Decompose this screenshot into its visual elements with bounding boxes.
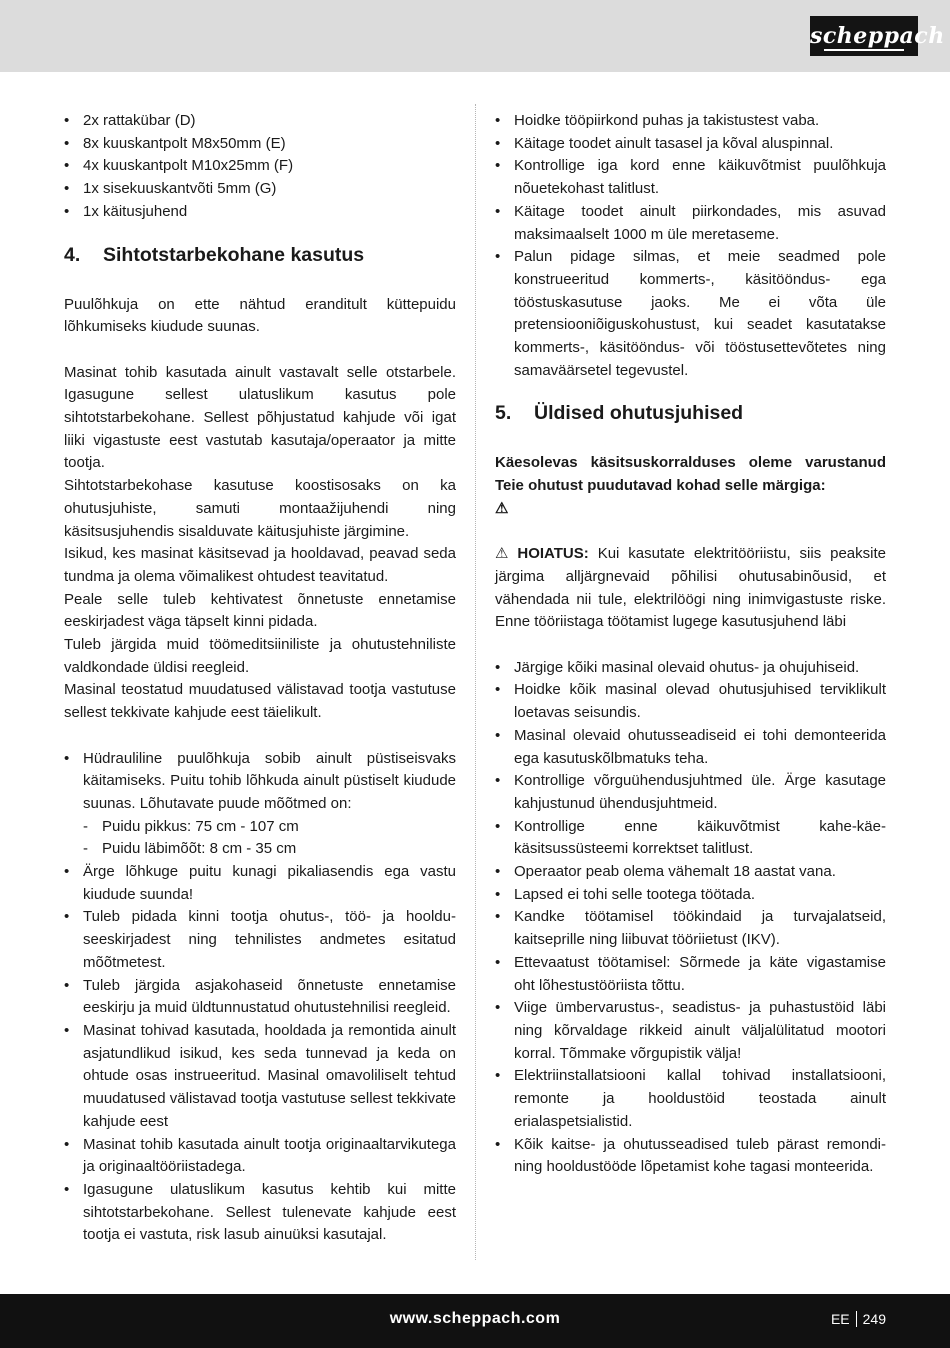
list-item: • Viige ümbervarustus-, seadistus- ja puhastustöid läbi ning kõrvaldage rikkeid ainult väljalülitatud mootori korral. Tõmmake võrgupistik välja! bbox=[495, 997, 886, 1065]
list-item: • Kontrollige enne käikuvõtmist kahe-käe-käsitsussüsteemi korrektset talitlust. bbox=[495, 816, 886, 861]
list-item bbox=[64, 748, 456, 862]
list-item: • Tuleb pidada kinni tootja ohutus-, töö- ja hoolduseeskirjadest ning tehnilistes andmetes esitatud mõõtmetest. bbox=[64, 906, 456, 974]
paragraph: Masinat tohib kasutada ainult vastavalt selle otstarbele. Igasugune sellest ulatuslikum kasutus pole sihtotstarbekohane. Sellest põhjustatud kahjude või igat liiki vigastuste eest vastutab kasutaja/operaator ja mitte tootja. bbox=[64, 363, 456, 472]
section-number: 4. bbox=[64, 243, 81, 266]
list-item: • Operaator peab olema vähemalt 18 aastat vana. bbox=[495, 861, 886, 884]
warning-triangle-icon: ⚠ bbox=[495, 499, 509, 517]
section-5-heading bbox=[495, 400, 886, 426]
paragraph: Peale selle tuleb kehtivatest õnnetuste ennetamise eeskirjadest väga täpselt kinni pidada. bbox=[64, 590, 456, 631]
section-4-heading bbox=[64, 242, 456, 268]
list-item: • Järgige kõiki masinal olevaid ohutus- ja ohujuhiseid. bbox=[495, 657, 886, 680]
list-item: • Elektriinstallatsiooni kallal tohivad installatsiooni, remonte ja hooldustöid teostada ainult erialaspetsialistid. bbox=[495, 1065, 886, 1133]
list-item: • Tuleb järgida asjakohaseid õnnetuste ennetamise eeskirju ja muid üldtunnustatud ohutustehnilisi reegleid. bbox=[64, 975, 456, 1020]
list-item: • 1x sisekuuskantvõti 5mm (G) bbox=[64, 178, 456, 201]
right-column bbox=[495, 110, 886, 1179]
list-item: • Palun pidage silmas, et meie seadmed pole konstrueeritud kommerts-, käsitööndus- ega tööstuskasutuse jaoks. Me ei võta üle pretensiooniõiguskohustust, kui seadet kasutatakse kommerts-, käsitööndus- või tööstusettevõtetes ning samaväärsetel tegevustel. bbox=[495, 246, 886, 382]
list-item: • Igasugune ulatuslikum kasutus kehtib kui mitte sihtotstarbekohane. Sellest tulenevate kahjude eest tootja ei vastuta, risk lasub ainuüksi kasutajal. bbox=[64, 1179, 456, 1247]
list-item: • Ettevaatust töötamisel: Sõrmede ja käte vigastamise oht lõhestustööriista tõttu. bbox=[495, 952, 886, 997]
safety-rules-list bbox=[495, 657, 886, 1179]
list-item: • Hoidke tööpiirkond puhas ja takistustest vaba. bbox=[495, 110, 886, 133]
parts-list bbox=[64, 110, 456, 224]
page-indicator bbox=[831, 1294, 886, 1344]
scheppach-logo: scheppach bbox=[810, 16, 918, 56]
safety-intro-text: Käesolevas käsitsuskorralduses oleme varustanud Teie ohutust puudutavad kohad selle märgiga: bbox=[495, 454, 886, 495]
list-item: • 4x kuuskantpolt M10x25mm (F) bbox=[64, 155, 456, 178]
list-item: • 2x rattakübar (D) bbox=[64, 110, 456, 133]
list-item: • Kontrollige võrguühendusjuhtmed üle. Ärge kasutage kahjustunud ühendusjuhtmeid. bbox=[495, 770, 886, 815]
language-code: EE bbox=[830, 1311, 850, 1327]
section-number: 5. bbox=[495, 402, 512, 425]
safety-intro bbox=[495, 452, 886, 520]
list-item: • Masinat tohivad kasutada, hooldada ja remontida ainult asjatundlikud isikud, kes seda tunnevad ja keda on ohtude osas instrueeritud. Masinal omavoliliselt tehtud muudatused välistavad tootja vastutuse sellest tekkivate kahjude eest bbox=[64, 1020, 456, 1134]
paragraph: Tuleb järgida muid töömeditsiiniliste ja ohutustehniliste valdkondade üldisi reegleid. bbox=[64, 636, 456, 676]
warning-text: Kui kasutate elektritööriistu, siis peaksite järgima alljärgnevaid põhilisi ohutusabinõusid, et vähendada nii tule, elektrilöögi ning inimvigastuste riske. Enne tööriistaga töötamist lugege kasutusjuhend läbi bbox=[495, 545, 886, 631]
paragraph: Sihtotstarbekohase kasutuse koostisosaks on ka ohutusjuhiste, samuti montaažijuhendi ning käsitsusjuhendis sisalduvate käitusjuhiste järgimine. bbox=[64, 477, 456, 540]
section-title: Sihtotstarbekohane kasutus bbox=[103, 243, 365, 266]
website-link[interactable]: www.scheppach.com bbox=[389, 1310, 561, 1327]
sub-list-item: - Puidu pikkus: 75 cm - 107 cm bbox=[83, 816, 456, 839]
list-item: • Kandke töötamisel töökindaid ja turvajalatseid, kaitseprille ning liibuvat tööriietust (IKV). bbox=[495, 906, 886, 951]
separator bbox=[856, 1311, 857, 1327]
page-number: 249 bbox=[862, 1311, 886, 1327]
column-divider bbox=[475, 104, 476, 1260]
warning-paragraph bbox=[495, 543, 886, 634]
usage-rules-list bbox=[64, 748, 456, 1247]
section-title: Üldised ohutusjuhised bbox=[534, 402, 744, 425]
list-item: • 1x käitusjuhend bbox=[64, 201, 456, 224]
list-item: • 8x kuuskantpolt M8x50mm (E) bbox=[64, 133, 456, 156]
operation-rules-list bbox=[495, 110, 886, 382]
list-item: • Masinat tohib kasutada ainult tootja originaaltarvikutega ja originaaltööriistadega. bbox=[64, 1134, 456, 1179]
warning-label: HOIATUS: bbox=[517, 545, 589, 563]
list-item: • Käitage toodet ainult piirkondades, mis asuvad maksimaalselt 1000 m üle meretaseme. bbox=[495, 201, 886, 246]
list-item: • Kõik kaitse- ja ohutusseadised tuleb pärast remondi- ning hooldustööde lõpetamist kohe tagasi monteerida. bbox=[495, 1134, 886, 1179]
list-item: • Ärge lõhkuge puitu kunagi pikaliasendis ega vastu kiudude suunda! bbox=[64, 861, 456, 906]
wood-dimensions-list bbox=[83, 816, 456, 861]
paragraph: Puulõhkuja on ette nähtud eranditult küttepuidu lõhkumiseks kiudude suunas. bbox=[64, 295, 456, 336]
list-item: • Lapsed ei tohi selle tootega töötada. bbox=[495, 884, 886, 907]
list-item: • Masinal olevaid ohutusseadiseid ei tohi demonteerida ega kasutuskõlbmatuks teha. bbox=[495, 725, 886, 770]
list-item-text: Hüdrauliline puulõhkuja sobib ainult püstiseisvaks käitamiseks. Puitu tohib lõhkuda ainult püstiselt kiudude suunas. Lõhutavate puude mõõtmed on: bbox=[83, 749, 456, 812]
warning-triangle-icon: ⚠ bbox=[495, 545, 509, 563]
list-item: • Käitage toodet ainult tasasel ja kõval aluspinnal. bbox=[495, 133, 886, 156]
sub-list-item: - Puidu läbimõõt: 8 cm - 35 cm bbox=[83, 838, 456, 861]
paragraph: Isikud, kes masinat käsitsevad ja hooldavad, peavad seda tundma ja olema võimalikest ohtudest teavitatud. bbox=[64, 545, 456, 585]
list-item: • Hoidke kõik masinal olevad ohutusjuhised terviklikult loetavas seisundis. bbox=[495, 679, 886, 724]
list-item: • Kontrollige iga kord enne käikuvõtmist puulõhkuja nõuetekohast talitlust. bbox=[495, 155, 886, 200]
left-column bbox=[64, 110, 456, 1247]
logo-underline bbox=[824, 49, 904, 51]
paragraph: Masinal teostatud muudatused välistavad tootja vastutuse sellest tekkivate kahjude eest täielikult. bbox=[64, 681, 456, 722]
page-header bbox=[0, 0, 950, 72]
page-footer bbox=[0, 1294, 950, 1348]
